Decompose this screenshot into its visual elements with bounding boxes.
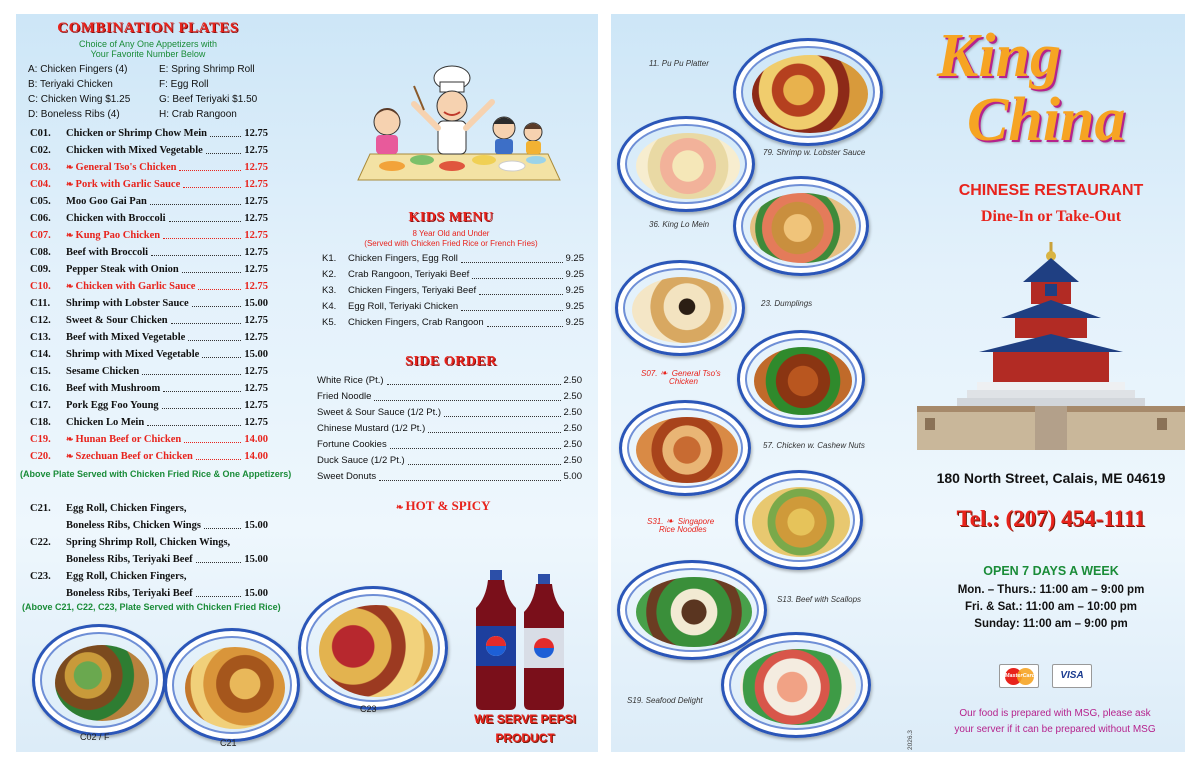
dish-caption: 79. Shrimp w. Lobster Sauce [763,148,866,157]
item-code: K2. [322,269,337,280]
item-price: 12.75 [244,230,268,241]
combination-item [30,312,268,329]
item-code: K1. [322,253,337,264]
item-price: 12.75 [244,366,268,377]
item-name-text: General Tso's Chicken [75,162,177,173]
item-name: Chinese Mustard (1/2 Pt.) [317,423,426,434]
hours-line: Mon. – Thurs.: 11:00 am – 9:00 pm [957,584,1145,596]
msg-notice-line: Our food is prepared with MSG, please ask [959,708,1151,719]
side-order-item [317,453,582,469]
combination-item [30,278,268,295]
item-price: 12.75 [244,247,268,258]
chili-pepper-icon: ❧ [66,179,74,189]
item-name: Sweet & Sour Sauce (1/2 Pt.) [317,407,442,418]
item-name [66,125,207,142]
item-name: Sweet Donuts [317,471,377,482]
item-name [66,414,144,431]
combination-item [30,431,268,448]
item-price: 14.00 [244,451,268,462]
dish-name: Singapore [677,517,715,526]
item-name-text: Chicken or Shrimp Chow Mein [66,128,207,139]
item-name-text: Kung Pao Chicken [75,230,161,241]
chili-pepper-icon: ❧ [657,368,668,378]
item-name [66,397,159,414]
hours-line: Sunday: 11:00 am – 9:00 pm [974,618,1128,630]
appetizer-option: B: Teriyaki Chicken [28,79,113,90]
dish-pu-pu-platter-photo [733,38,883,146]
combo-code: C23. [30,571,51,582]
kids-menu-item [322,251,584,267]
plate-caption-c02: C02 / F [80,732,110,742]
item-name-text: Szechuan Beef or Chicken [75,451,193,462]
item-name-text: Shrimp with Mixed Vegetable [66,349,200,360]
plate-caption-c21: C21 [220,738,237,748]
appetizer-option: C: Chicken Wing $1.25 [28,94,131,105]
combination-item [30,363,268,380]
combination-item [30,142,268,159]
combination-item [30,210,268,227]
item-code: C09. [30,264,51,275]
item-price: 15.00 [244,349,268,360]
chili-pepper-icon: ❧ [66,281,74,291]
item-name: Chicken Fingers, Crab Rangoon [348,317,484,328]
pepsi-bottles-illustration [476,570,568,710]
appetizer-options [28,62,290,122]
chili-pepper-icon: ❧ [66,230,74,240]
menu-left-panel [16,14,598,752]
chili-pepper-icon: ❧ [66,451,74,461]
item-name-text: Pepper Steak with Onion [66,264,179,275]
dish-singapore-noodles-photo [735,470,863,570]
pepsi-banner [452,710,598,748]
combo-c23-line2 [30,585,268,602]
item-price: 14.00 [244,434,268,445]
item-name-text: Beef with Mixed Vegetable [66,332,186,343]
combo-line2: Boneless Ribs, Chicken Wings [66,520,201,531]
item-name-text: Sweet & Sour Chicken [66,315,168,326]
combo-line2: Boneless Ribs, Teriyaki Beef [66,588,193,599]
combination-item [30,329,268,346]
combination-note: (Above Plate Served with Chicken Fried Rice & One Appetizers) [20,469,292,479]
item-name: Egg Roll, Teriyaki Chicken [348,301,459,312]
combination-item [30,125,268,142]
item-code: C18. [30,417,51,428]
item-price: 12.75 [244,213,268,224]
combination-item [30,397,268,414]
item-name [66,312,168,329]
side-order-title: SIDE ORDER [405,354,497,369]
item-code: C15. [30,366,51,377]
item-price: 2.50 [563,439,582,450]
item-code: K3. [322,285,337,296]
combo-line1: Egg Roll, Chicken Fingers, [66,571,187,582]
item-name [66,210,166,227]
item-price: 2.50 [563,375,582,386]
combination-item [30,261,268,278]
item-code: C10. [30,281,51,292]
item-price: 9.25 [565,269,584,280]
item-name [66,193,147,210]
appetizer-row [28,92,290,107]
item-name [66,244,148,261]
item-code: K5. [322,317,337,328]
item-price: 12.75 [244,162,268,173]
chili-pepper-icon: ❧ [66,162,74,172]
combo-code: C21. [30,503,51,514]
item-name: Crab Rangoon, Teriyaki Beef [348,269,470,280]
appetizer-option: H: Crab Rangoon [159,109,237,120]
combo-c22-line2 [30,551,268,568]
item-name [66,329,185,346]
item-price: 12.75 [244,179,268,190]
appetizer-row [28,62,290,77]
item-price: 9.25 [565,301,584,312]
msg-notice-line: your server if it can be prepared without MSG [954,724,1156,735]
kids-menu-item [322,315,584,331]
hot-spicy-label: HOT & SPICY [405,498,491,513]
restaurant-type: CHINESE RESTAURANT [958,182,1144,199]
item-price: 15.00 [244,298,268,309]
item-name-text: Chicken with Mixed Vegetable [66,145,203,156]
print-code: 2026.3 [907,730,914,750]
item-code: C06. [30,213,51,224]
item-price: 2.50 [563,391,582,402]
item-code: C17. [30,400,51,411]
item-price: 12.75 [244,196,268,207]
item-name-text: Pork Egg Foo Young [66,400,159,411]
item-name: White Rice (Pt.) [317,375,384,386]
item-price: 12.75 [244,400,268,411]
restaurant-service: Dine-In or Take-Out [980,208,1122,225]
dish-seafood-delight-photo [721,632,871,738]
combination-subtitle-1: Choice of Any One Appetizers with [78,39,218,49]
item-code: C04. [30,179,51,190]
combination-item [30,227,268,244]
plate-c02-photo [32,624,166,736]
combo-line2: Boneless Ribs, Teriyaki Beef [66,554,193,565]
item-code: C16. [30,383,51,394]
chili-pepper-icon: ❧ [66,434,74,444]
kids-menu-title: KIDS MENU [408,210,494,225]
combo-price: 15.00 [244,554,268,565]
appetizer-option: E: Spring Shrimp Roll [159,64,255,75]
logo-king: King [937,22,1062,90]
item-name [66,363,139,380]
item-code: C08. [30,247,51,258]
appetizer-option: A: Chicken Fingers (4) [28,64,128,75]
item-price: 12.75 [244,145,268,156]
dish-caption: S13. Beef with Scallops [777,595,862,604]
plate-c23-photo [298,586,448,710]
item-code: C07. [30,230,51,241]
item-price: 12.75 [244,383,268,394]
item-code: C01. [30,128,51,139]
item-name-text: Pork with Garlic Sauce [75,179,181,190]
appetizer-option: D: Boneless Ribs (4) [28,109,120,120]
item-name-text: Sesame Chicken [66,366,140,377]
appetizer-option: G: Beef Teriyaki $1.50 [159,94,258,105]
dish-caption: 23. Dumplings [761,299,813,308]
item-price: 12.75 [244,315,268,326]
combination-item [30,295,268,312]
item-price: 12.75 [244,281,268,292]
item-price: 2.50 [563,423,582,434]
item-price: 12.75 [244,332,268,343]
kids-menu-item [322,267,584,283]
opening-hours [917,582,1185,633]
dish-caption: Rice Noodles [659,525,707,534]
combination-item [30,448,268,465]
item-code: C02. [30,145,51,156]
combo-price: 15.00 [244,520,268,531]
combo-c23-line1 [30,568,268,585]
dish-general-tsos-photo [737,330,865,428]
item-name [76,431,182,448]
combination-item [30,159,268,176]
item-code: K4. [322,301,337,312]
dish-king-lo-mein-photo [733,176,869,276]
combo-line1: Egg Roll, Chicken Fingers, [66,503,187,514]
combination-item [30,176,268,193]
item-code: C20. [30,451,51,462]
msg-notice [927,706,1183,738]
side-order-item [317,405,582,421]
chili-pepper-icon: ❧ [663,516,674,526]
combo-c21-line1 [30,500,268,517]
kids-menu-item [322,283,584,299]
item-name: Duck Sauce (1/2 Pt.) [317,455,405,466]
combination-item [30,244,268,261]
item-name [66,380,160,397]
item-name [66,261,179,278]
item-name: Fortune Cookies [317,439,387,450]
dish-caption: Chicken [669,377,698,386]
plate-caption-c23: C23 [360,704,377,714]
menu-right-panel [611,14,1185,752]
combination-item [30,193,268,210]
item-code: C03. [30,162,51,173]
item-name-text: Hunan Beef or Chicken [75,434,182,445]
temple-of-heaven-illustration [917,242,1185,450]
side-order-item [317,421,582,437]
dish-caption: 57. Chicken w. Cashew Nuts [763,441,865,450]
hours-line: Fri. & Sat.: 11:00 am – 10:00 pm [965,601,1137,613]
item-code: C11. [30,298,51,309]
appetizer-option: F: Egg Roll [159,79,209,90]
dish-name: General Tso's [671,369,721,378]
item-price: 12.75 [244,417,268,428]
combination-item [30,414,268,431]
appetizer-row [28,77,290,92]
open-days: OPEN 7 DAYS A WEEK [983,564,1119,578]
item-name [76,159,177,176]
chili-pepper-icon: ❧ [396,502,404,512]
chef-family-illustration [352,56,566,184]
combination-item [30,380,268,397]
mastercard-logo [999,664,1039,688]
visa-logo: VISA [1052,664,1092,688]
combo-line1: Spring Shrimp Roll, Chicken Wings, [66,537,231,548]
dish-code: S07. [641,369,658,378]
dish-shrimp-lobster-photo [617,116,755,212]
item-code: C12. [30,315,51,326]
item-name-text: Beef with Broccoli [66,247,149,258]
pepsi-bottle-left [476,570,516,710]
item-price: 2.50 [563,407,582,418]
plate-c21-photo [164,628,300,742]
item-price: 12.75 [244,264,268,275]
item-price: 2.50 [563,455,582,466]
item-code: C13. [30,332,51,343]
item-price: 9.25 [565,317,584,328]
pepsi-banner-line2: PRODUCT [495,731,555,745]
combination-subtitle-2: Your Favorite Number Below [90,49,206,59]
item-name [76,227,161,244]
item-code: C05. [30,196,51,207]
combo-c21-line2 [30,517,268,534]
item-price: 5.00 [563,471,582,482]
dish-cashew-chicken-photo [619,400,751,496]
item-name [76,448,193,465]
item-name-text: Moo Goo Gai Pan [66,196,147,207]
appetizer-row [28,107,290,122]
item-name-text: Shrimp with Lobster Sauce [66,298,189,309]
item-name [66,346,199,363]
item-name-text: Chicken Lo Mein [66,417,145,428]
mastercard-label: MasterCard [1004,673,1036,679]
combo-price: 15.00 [244,588,268,599]
side-order-item [317,389,582,405]
dish-dumplings-photo [615,260,745,356]
item-name-text: Beef with Mushroom [66,383,161,394]
combination-title: COMBINATION PLATES [57,20,239,36]
combo-note: (Above C21, C22, C23, Plate Served with Chicken Fried Rice) [22,602,281,612]
dish-caption: 11. Pu Pu Platter [649,59,709,68]
item-name: Fried Noodle [317,391,372,402]
restaurant-address: 180 North Street, Calais, ME 04619 [936,470,1166,486]
item-name [66,142,203,159]
item-name: Chicken Fingers, Teriyaki Beef [348,285,477,296]
kids-menu-item [322,299,584,315]
hot-spicy-legend [396,498,491,514]
side-order-item [317,469,582,485]
item-code: C19. [30,434,51,445]
kids-menu-sub-2: (Served with Chicken Fried Rice or French Fries) [364,239,538,248]
pepsi-bottle-right [524,574,564,710]
dish-code: S31. [647,517,664,526]
item-name: Chicken Fingers, Egg Roll [348,253,458,264]
item-price: 9.25 [565,253,584,264]
kids-menu-sub-1: 8 Year Old and Under [412,229,490,238]
item-price: 12.75 [244,128,268,139]
pepsi-banner-line1: WE SERVE PEPSI [474,712,576,726]
dish-caption: 36. King Lo Mein [649,220,710,229]
item-price: 9.25 [565,285,584,296]
item-name [76,278,196,295]
item-name [66,295,189,312]
side-order-item [317,373,582,389]
restaurant-phone: Tel.: (207) 454-1111 [956,506,1146,531]
combination-item [30,346,268,363]
logo-china: China [967,86,1126,154]
item-name [76,176,181,193]
item-name-text: Chicken with Broccoli [66,213,166,224]
dish-caption: S19. Seafood Delight [627,696,703,705]
item-name-text: Chicken with Garlic Sauce [75,281,196,292]
item-code: C14. [30,349,51,360]
combo-code: C22. [30,537,51,548]
combo-c22-line1 [30,534,268,551]
side-order-item [317,437,582,453]
